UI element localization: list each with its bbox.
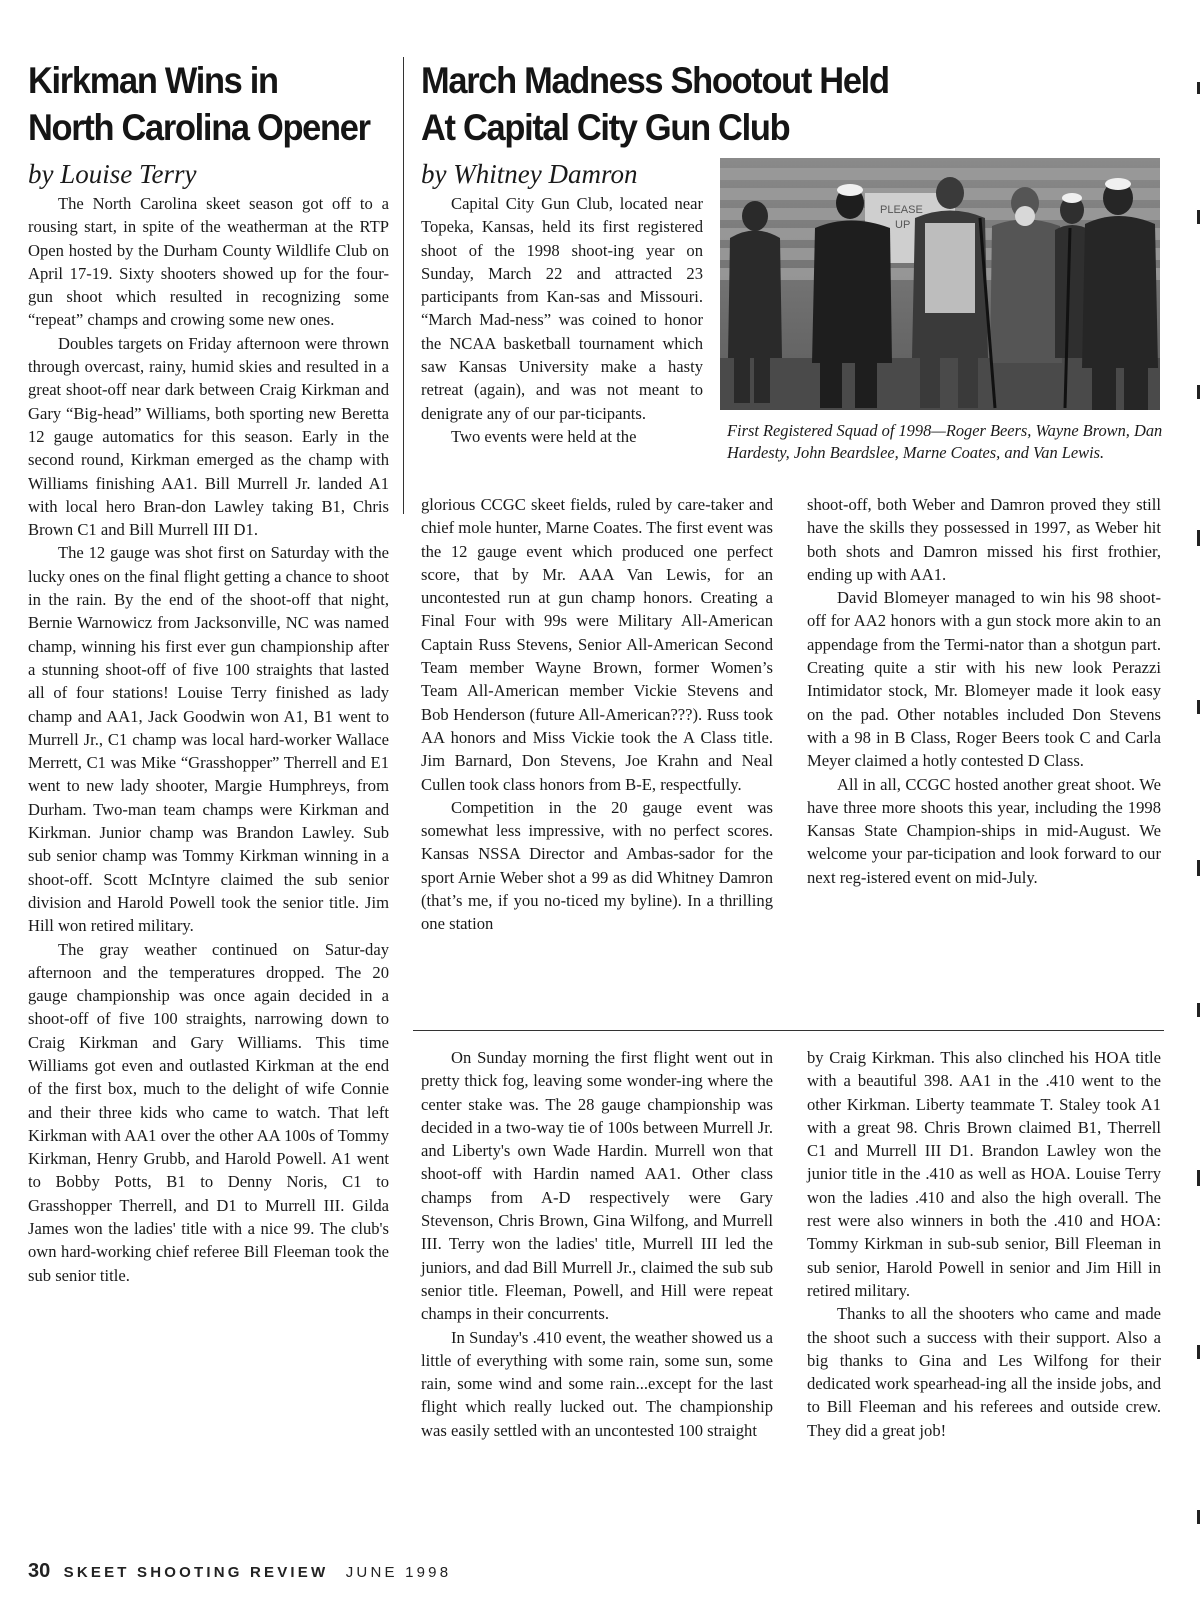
issue-date: JUNE 1998	[345, 1564, 452, 1581]
article2-paragraph: Two events were held at the	[451, 426, 637, 446]
section-divider	[413, 1030, 1164, 1031]
article2-paragraph: shoot-off, both Weber and Damron proved they still have the skills they possessed in 1997, as Weber hit both shots and Damron missed his first frothier, ending up with AA1.	[807, 495, 1161, 584]
article1-paragraph: Thanks to all the shooters who came and made the shoot such a success with their support. Also a big thanks to Gina and Les Wilfong for their dedicated work spearhead-ing all the inside jobs, and to Bill Fleeman and his referees and outside crew. They did a great job!	[807, 1304, 1161, 1440]
article1-headline-line2: North Carolina Opener	[28, 107, 370, 148]
page-footer	[28, 1560, 451, 1583]
photo-caption: First Registered Squad of 1998—Roger Beers, Wayne Brown, Dan Hardesty, John Beardslee, Marne Coates, and Van Lewis.	[727, 421, 1163, 462]
article1-continued-col-a	[421, 1046, 773, 1442]
article1-paragraph: by Craig Kirkman. This also clinched his HOA title with a beautiful 398. AA1 in the .410 went to the other Kirkman. Liberty teammate T. Staley took A1 with a great 98. Chris Brown claimed B1, Therrell C1 and Murrell III D1. Brandon Lawley won the junior title in the .410 as well as HOA. Louise Terry won the ladies .410 and also the high overall. The rest were also winners in both the .410 and HOA: Tommy Kirkman in sub-sub senior, Bill Fleeman in sub senior, Harold Powell in senior and Jim Hill in retired military.	[807, 1048, 1161, 1300]
article2-byline: by Whitney Damron	[421, 159, 638, 189]
magazine-title: SKEET SHOOTING REVIEW	[63, 1564, 329, 1581]
article2-paragraph: glorious CCGC skeet fields, ruled by care-taker and chief mole hunter, Marne Coates. The first event was the 12 gauge event which produced one perfect score, that by Mr. AAA Van Lewis, for an uncontested run at gun champ honors. Creating a Final Four with 99s were Military All-American Captain Russ Stevens, Senior All-American Second Team member Wayne Brown, former Women’s Team All-American member Vickie Stevens and Bob Henderson (future All-American???). Russ took AA honors and Miss Vickie took the A Class title. Jim Barnard, Don Stevens, Joe Krahn and Neal Cullen took class honors from B-E, respectfully.	[421, 495, 773, 794]
article1-paragraph: Doubles targets on Friday afternoon were thrown through overcast, rainy, humid skies and resulted in a great shoot-off near dark between Craig Kirkman and Gary “Big-head” Williams, both sporting new Beretta 12 gauge automatics for this season. Early in the second round, Kirkman emerged as the champ with Williams finishing AA1. Bill Murrell Jr. landed A1 with local hero Bran-don Lawley taking B1, Chris Brown C1 and Bill Murrell III D1.	[28, 333, 389, 540]
article2-paragraph: All in all, CCGC hosted another great shoot. We have three more shoots this year, including the 1998 Kansas State Champion-ships in mid-August. We welcome your par-ticipation and look forward to our next reg-istered event on mid-July.	[807, 774, 1161, 887]
article2-paragraph: Capital City Gun Club, located near Topeka, Kansas, held its first registered shoot of the 1998 shoot-ing year on Sunday, March 22 and attracted 23 participants from Kan-sas and Missouri. “March Mad-ness” was coined to honor the NCAA basketball tournament which saw Kansas University make a hasty retreat (again), and was not meant to denigrate any of our par-ticipants.	[421, 194, 703, 423]
article1-paragraph: In Sunday's .410 event, the weather showed us a little of everything with some rain, some sun, some rain, some wind and some rain...except for the last flight which really lucked out. The championship was easily settled with an uncontested 100 straight	[421, 1327, 773, 1440]
article2-paragraph: David Blomeyer managed to win his 98 shoot-off for AA2 honors with a gun stock more akin to an appendage from the Termi-nator than a shotgun part. Creating quite a stir with his new look Perazzi Intimidator stock, Mr. Blomeyer made it look easy on the pad. Other notables included Don Stevens with a 98 in B Class, Roger Beers took C and Carla Meyer claimed a hotly contested D Class.	[807, 588, 1161, 771]
article1-headline	[28, 57, 398, 151]
page-number: 30	[28, 1560, 51, 1582]
squad-photo-image	[720, 158, 1160, 410]
sign-text: PLEASE	[880, 204, 923, 216]
article1-headline-line1: Kirkman Wins in	[28, 60, 278, 101]
article1-paragraph: On Sunday morning the first flight went out in pretty thick fog, leaving some wonder-ing where the center stake was. The 28 gauge championship was decided in a two-way tie of 100s between Murrell Jr. and Liberty's own Wade Hardin. Murrell won that shoot-off with Hardin named AA1. Other class champs from A-D respectively were Gary Stevenson, Chris Brown, Gina Wilfong, and Murrell III. Terry won the ladies' title, Murrell III led the juniors, and dad Bill Murrell Jr., claimed the sub sub senior title. Fleeman, Powell, and Hill were repeat champs in their concurrents.	[421, 1048, 773, 1324]
article1-paragraph: The 12 gauge was shot first on Saturday with the lucky ones on the final flight getting a chance to shoot in the rain. By the end of the shoot-off that night, Bernie Warnowicz from Jacksonville, NC was named champ, winning his first ever gun championship after a stunning shoot-off of five 100 straights that lasted all of four stations! Louise Terry finished as lady champ and AA1, Jack Goodwin won A1, B1 went to Murrell Jr., C1 champ was local hard-worker Wallace Merrett, C1 was Mike “Grasshopper” Therrell and E1 went to new lady shooter, Margie Humphreys, from Durham. Two-man team champs were Kirkman and Kirkman. Junior champ was Brandon Lawley. Sub sub senior champ was Tommy Kirkman winning in a shoot-off. Scott McIntyre claimed the sub senior division and Harold Powell took the senior title. Jim Hill won retired military.	[28, 543, 389, 936]
article2-headline	[421, 57, 1161, 151]
article1-paragraph: The gray weather continued on Satur-day afternoon and the temperatures dropped. The 20 gauge championship was once again decided in a shoot-off of five 100 straights, narrowing down to Craig Kirkman and Gary Williams. This time Williams got even and outlasted Kirkman at the end of the first box, much to the delight of wife Connie and their three kids who came to watch. That left Kirkman with AA1 over the other AA 100s of Tommy Kirkman, Henry Grubb, and Harold Powell. A1 went to Bobby Potts, B1 to Denny Noris, C1 to Grasshopper Therrell, and D1 to Murrell III. Gilda James won the ladies' title with a nice 99. The club's own hard-working chief referee Bill Fleeman took the sub senior title.	[28, 939, 389, 1285]
column-divider	[403, 57, 404, 514]
article2-intro	[421, 192, 703, 448]
sign-text: UP	[895, 219, 911, 231]
article2-headline-line2: At Capital City Gun Club	[421, 107, 790, 148]
article1-paragraph: The North Carolina skeet season got off to a rousing start, in spite of the weatherman at the RTP Open hosted by the Durham County Wildlife Club on April 17-19. Sixty shooters showed up for the four-gun shoot which resulted in recognizing some “repeat” champs and crowing some new ones.	[28, 194, 389, 330]
article1-body	[28, 192, 389, 1287]
article2-headline-line1: March Madness Shootout Held	[421, 60, 889, 101]
squad-photo	[720, 158, 1160, 410]
article2-paragraph: Competition in the 20 gauge event was somewhat less impressive, with no perfect scores. Kansas NSSA Director and Ambas-sador for the sport Arnie Weber shot a 99 as did Whitney Damron (that’s me, if you no-ticed my byline). In a thrilling one station	[421, 797, 773, 934]
article1-continued-col-b	[807, 1046, 1161, 1442]
article2-body-col-a	[421, 493, 773, 936]
article2-body-col-b	[807, 493, 1161, 889]
article1-byline: by Louise Terry	[28, 159, 197, 189]
